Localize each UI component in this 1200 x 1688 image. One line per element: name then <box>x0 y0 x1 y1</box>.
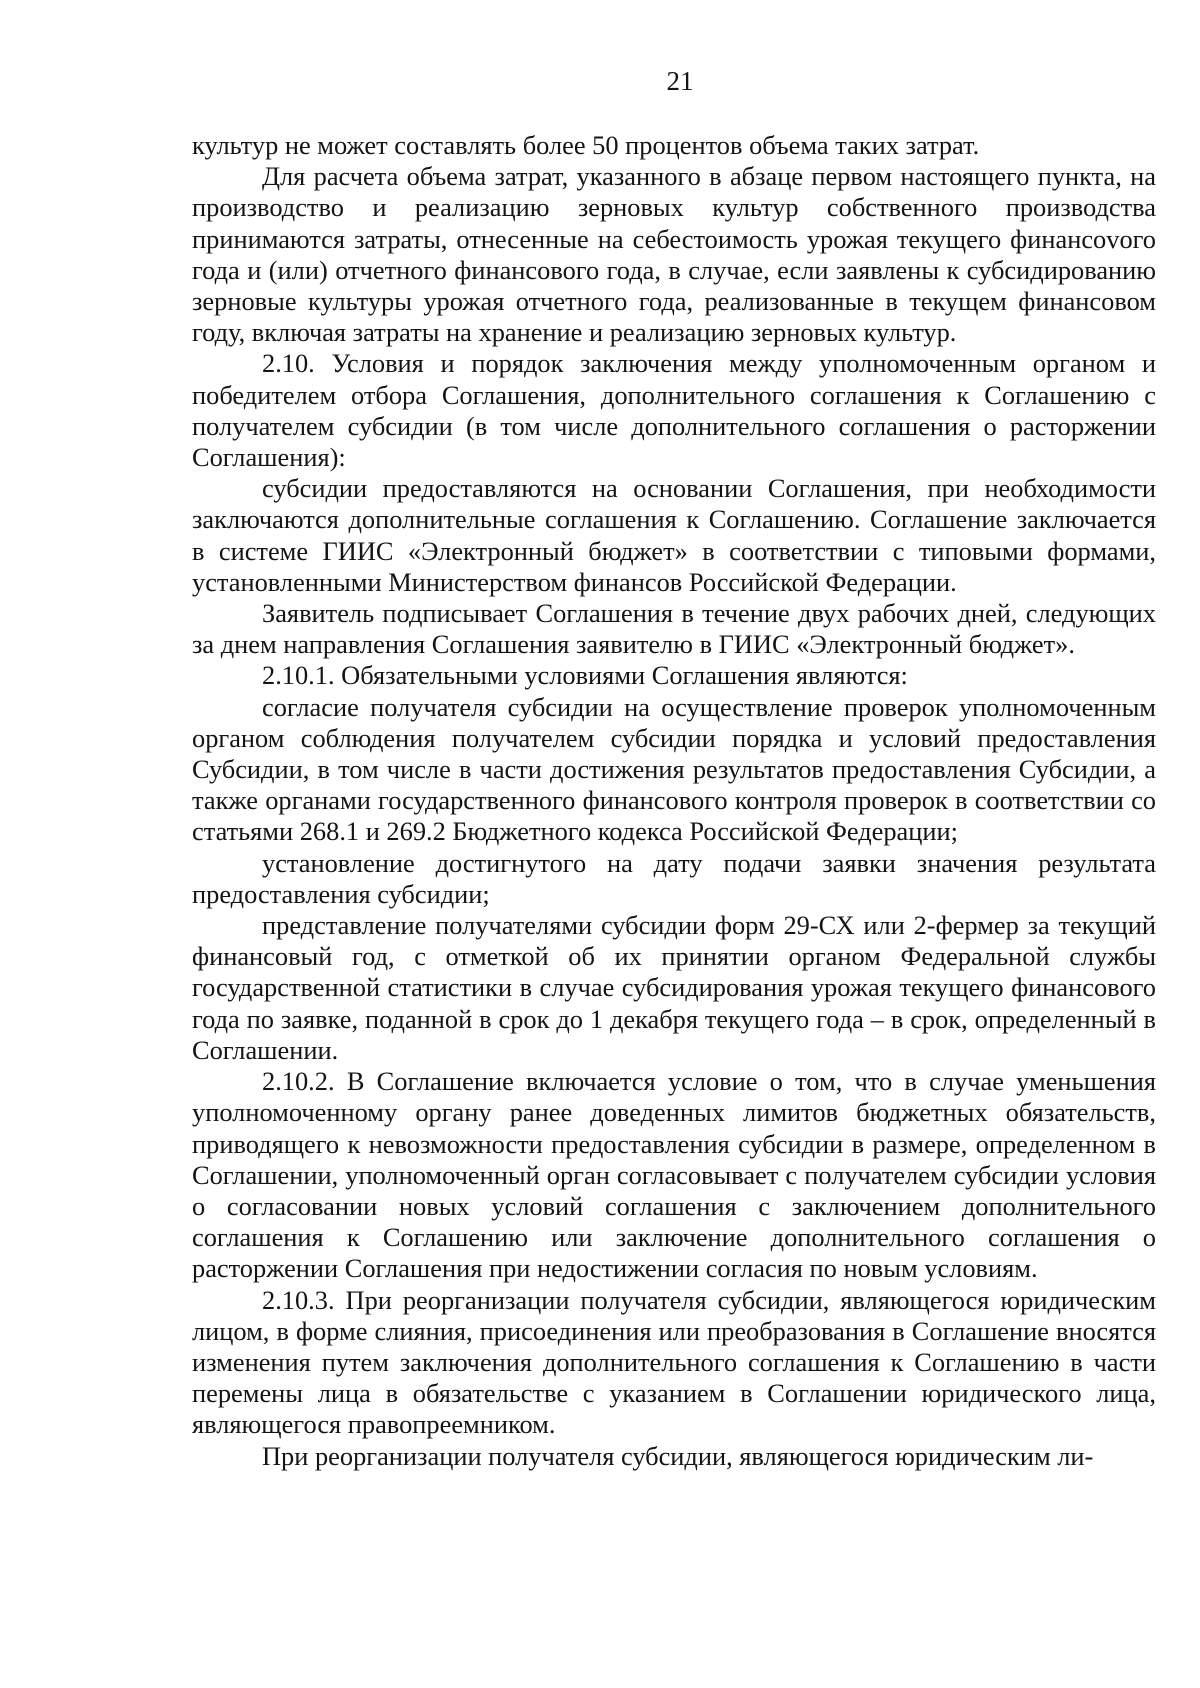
paragraph-section-2-10-3: 2.10.3. При реорганизации получателя субсидии, являющегося юридическим лицом, в форме слияния, присоединения или преобразования в Соглашение вносятся изменения путем заключения дополнительного соглашения к Соглашению в части перемены лица в обязательстве с указанием в Соглашении юридического лица, являющегося правопреемником. <box>192 1284 1156 1440</box>
page-number: 21 <box>666 66 694 96</box>
paragraph-result-value: установление достигнутого на дату подачи заявки значения результата предоставления субсидии; <box>192 847 1156 909</box>
paragraph-reorganization: При реорганизации получателя субсидии, являющегося юридическим ли- <box>262 1440 1094 1471</box>
paragraph-subsidy-basis: субсидии предоставляются на основании Соглашения, при необходимости заключаются дополнительные соглашения к Соглашению. Соглашение заключается в системе ГИИС «Электронный бюджет» в соответствии с типовыми формами, установленными Министерством финансов Российской Федерации. <box>192 473 1156 597</box>
paragraph-forms-submission: представление получателями субсидии форм 29-СХ или 2-фермер за текущий финансовый год, с отметкой об их принятии органом Федеральной службы государственной статистики в случае субсидирования урожая текущего финансового года по заявке, поданной в срок до 1 декабря текущего года – в срок, определенный в Соглашении. <box>192 910 1156 1065</box>
paragraph-cost-calculation: Для расчета объема затрат, указанного в абзаце первом настоящего пункта, на производство и реализацию зерновых культур собственного производства принимаются затраты, отнесенные на себестоимость урожая текущего финансоvого года и (или) отчетного финансового года, в случае, если заявлены к субсидированию зерновые культуры урожая отчетного года, реализованные в текущем финансовом году, включая затраты на хранение и реализацию зерновых культур. <box>192 161 1156 348</box>
paragraph-section-2-10: 2.10. Условия и порядок заключения между уполномоченным органом и победителем отбора Соглашения, дополнительного соглашения к Соглашению с получателем субсидии (в том числе дополнительного соглашения о расторжении Соглашения): <box>192 348 1156 473</box>
paragraph-inspection-consent: согласие получателя субсидии на осуществление проверок уполномоченным органом соблюдения получателем субсидии порядка и условий предоставления Субсидии, в том числе в части достижения результатов предоставления Субсидии, а также органами государственного финансового контроля проверок в соответствии со статьями 268.1 и 269.2 Бюджетного кодекса Российской Федерации; <box>192 691 1156 847</box>
paragraph-section-2-10-2: 2.10.2. В Соглашение включается условие о том, что в случае уменьшения уполномоченному органу ранее доведенных лимитов бюджетных обязательств, приводящего к невозможности предоставления субсидии в размере, определенном в Соглашении, уполномоченный орган согласовывает с получателем субсидии условия о согласовании новых условий соглашения с заключением дополнительного соглашения к Соглашению или заключение дополнительного соглашения о расторжении Соглашения при недостижении согласия по новым условиям. <box>192 1066 1156 1284</box>
paragraph-section-2-10-1: 2.10.1. Обязательными условиями Соглашения являются: <box>262 660 908 691</box>
paragraph-continuation: культур не может составлять более 50 процентов объема таких затрат. <box>192 130 980 160</box>
body-text <box>192 130 1156 1472</box>
paragraph-signing-deadline: Заявитель подписывает Соглашения в течение двух рабочих дней, следующих за днем направления Соглашения заявителю в ГИИС «Электронный бюджет». <box>192 598 1156 660</box>
